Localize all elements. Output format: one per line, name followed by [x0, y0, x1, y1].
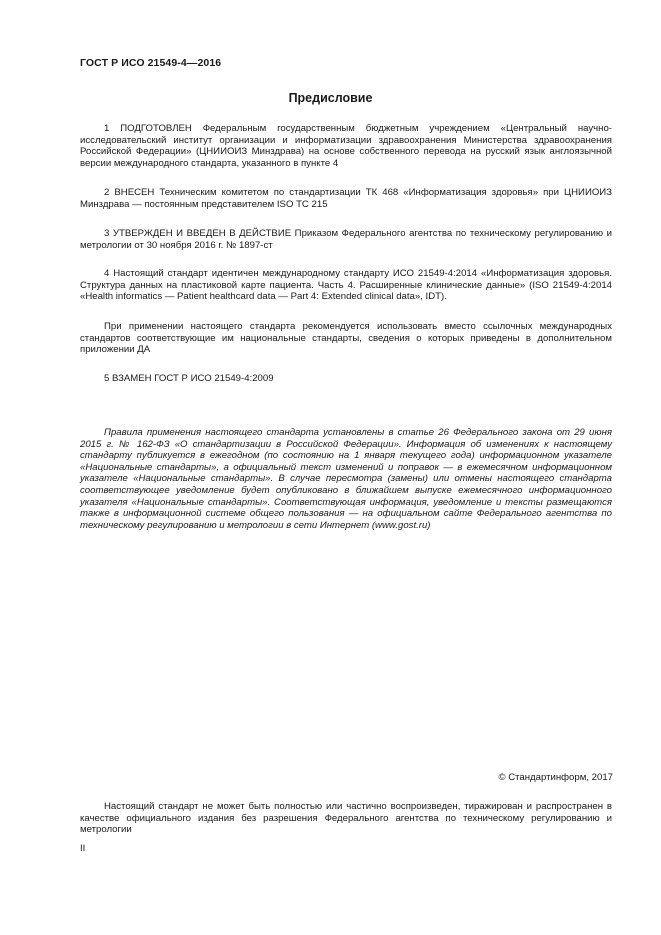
- document-code-header: ГОСТ Р ИСО 21549-4—2016: [80, 57, 222, 69]
- paragraph-introduced-by: 2 ВНЕСЕН Техническим комитетом по стандартизации ТК 468 «Информатизация здоровья» при ЦНИИОИЗ Минздрава — постоянным представителем ISO ТС 215: [80, 187, 612, 210]
- page-title: Предисловие: [288, 91, 373, 105]
- paragraph-prepared-by: 1 ПОДГОТОВЛЕН Федеральным государственным бюджетным учреждением «Центральный научно-исследовательский институт организации и информатизации здравоохранения Министерства здравоохранения Российской Федерации» (ЦНИИОИЗ Минздрава) на основе собственного перевода на русский язык англоязычной версии международного стандарта, указанного в пункте 4: [80, 123, 612, 169]
- paragraph-approved: 3 УТВЕРЖДЕН И ВВЕДЕН В ДЕЙСТВИЕ Приказом Федерального агентства по техническому регулированию и метрологии от 30 ноября 2016 г. № 1897-ст: [80, 228, 612, 251]
- page-number: II: [80, 843, 86, 854]
- paragraph-replaces: 5 ВЗАМЕН ГОСТ Р ИСО 21549-4:2009: [104, 373, 274, 384]
- paragraph-identical-standard: 4 Настоящий стандарт идентичен международному стандарту ИСО 21549-4:2014 «Информатизация здоровья. Структура данных на пластиковой карте пациента. Часть 4. Расширенные клинические данные» (ISO 21549-4:2014 «Health informatics — Patient healthcard data — Part 4: Extended clinical data», IDT).: [80, 268, 612, 303]
- paragraph-references-note: При применении настоящего стандарта рекомендуется использовать вместо ссылочных международных стандартов соответствующие им национальные стандарты, сведения о которых приведены в дополнительном приложении ДА: [80, 321, 612, 356]
- copyright-line: © Стандартинформ, 2017: [498, 772, 613, 783]
- standard-usage-notice: Правила применения настоящего стандарта установлены в статье 26 Федерального закона от 29 июня 2015 г. № 162-ФЗ «О стандартизации в Российской Федерации». Информация об изменениях к настоящему стандарту публикуется в ежегодном (по состоянию на 1 января текущего года) информационном указателе «Национальные стандарты», а официальный текст изменений и поправок — в ежемесячном информационном указателе «Национальные стандарты». В случае пересмотра (замены) или отмены настоящего стандарта соответствующее уведомление будет опубликовано в ближайшем выпуске ежемесячного информационного указателя «Национальные стандарты». Соответствующая информация, уведомление и тексты размещаются также в информационной системе общего пользования — на официальном сайте Федерального агентства по техническому регулированию и метрологии в сети Интернет (www.gost.ru): [80, 427, 612, 531]
- reproduction-notice: Настоящий стандарт не может быть полностью или частично воспроизведен, тиражирован и распространен в качестве официального издания без разрешения Федерального агентства по техническому регулированию и метрологии: [80, 801, 612, 836]
